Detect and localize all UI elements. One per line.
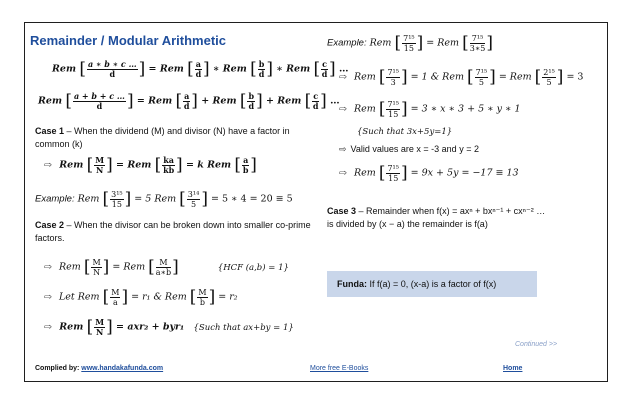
fraction-numerator: M xyxy=(92,257,101,267)
arrow-icon: ⇨ xyxy=(339,103,347,115)
fraction-denominator: 15 xyxy=(111,199,122,209)
coprime-note: {Such that ax+by = 1} xyxy=(193,322,294,333)
case3-paragraph xyxy=(327,205,602,231)
right-step-1: ⇨ Rem [ $\frac{\text{7¹⁵}}{3}$ ] = 1 & Rem [ $\frac{\text{7¹⁵}}{5}$ ] = Rem [ $\frac{\text{2¹⁵}}{5}$ ] = 3 xyxy=(339,67,584,87)
fraction-denominator: d xyxy=(96,100,103,111)
fraction-denominator: d xyxy=(195,68,202,79)
formula-text: = 5 Rem xyxy=(134,193,177,205)
formula-text: = Rem xyxy=(116,159,152,171)
fraction-numerator: 7¹⁵ xyxy=(387,67,399,77)
case3-text: is divided by (x − a) the remainder is f(a) xyxy=(327,219,488,229)
formula-text: = 1 & Rem xyxy=(410,71,464,83)
funda-label: Funda: xyxy=(337,279,367,289)
arrow-icon: ⇨ xyxy=(44,261,52,273)
formula-text: Rem xyxy=(59,321,84,333)
fraction-numerator: M xyxy=(198,287,207,297)
fraction-numerator: 7¹⁵ xyxy=(475,67,488,77)
complied-by xyxy=(35,365,163,372)
fraction-denominator: d xyxy=(312,100,319,111)
fraction-denominator: N xyxy=(96,326,104,337)
formula-text: = 3 ∗ x ∗ 3 + 5 ∗ y ∗ 1 xyxy=(410,103,521,115)
formula-text: = 5 ∗ 4 = 20 ≡ 5 xyxy=(210,193,293,205)
fraction-denominator: 15 xyxy=(403,43,414,53)
formula-text: = Rem xyxy=(426,37,460,49)
right-example: Example: Rem [ $\frac{\text{7¹⁵}}{15}$ ] = Rem [ $\frac{\text{7¹⁵}}{3∗5}$ ] xyxy=(327,33,493,53)
fraction-denominator: 15 xyxy=(388,109,399,119)
right-step-3 xyxy=(339,143,479,156)
case1-heading: Case 1 xyxy=(35,126,65,136)
fraction-denominator: kb xyxy=(163,164,175,175)
website-link[interactable]: www.handakafunda.com xyxy=(81,365,164,372)
funda-box xyxy=(327,271,537,297)
arrow-icon: ⇨ xyxy=(339,71,347,83)
fraction-numerator: a xyxy=(195,58,201,69)
product-formula: Rem [ $\frac{a ∗ b ∗ c \dots}{d}$ ] = Rem [ $\frac{a}{d}$ ] ∗ Rem [ $\frac{b}{d}$ ] ∗ Rem [ $\frac{c}{d}$ ] … xyxy=(52,58,349,79)
case3-text: – Remainder when f(x) = axⁿ + bxⁿ⁻¹ + cxⁿ⁻² … xyxy=(356,206,546,216)
formula-text: = k Rem xyxy=(185,159,232,171)
fraction-denominator: 5 xyxy=(546,77,552,87)
formula-text: ∗ Rem xyxy=(276,63,311,75)
formula-text: Rem xyxy=(369,37,392,49)
fraction-numerator: 7¹⁵ xyxy=(387,99,399,109)
case1-formula: ⇨ Rem [ $\frac{M}{N}$ ] = Rem [ $\frac{ka}{kb}$ ] = k Rem [ $\frac{a}{b}$ ] xyxy=(44,154,257,175)
fraction-numerator: M xyxy=(111,287,120,297)
formula-text: Rem xyxy=(77,193,100,205)
formula-text: = 3 xyxy=(566,71,584,83)
continued-link[interactable]: Continued >> xyxy=(515,341,558,348)
fraction-denominator: a∗b xyxy=(155,267,172,277)
formula-text: Let Rem xyxy=(59,291,100,303)
formula-text: + Rem xyxy=(201,95,237,107)
arrow-icon: ⇨ xyxy=(339,144,347,154)
fraction-denominator: 3 xyxy=(390,77,396,87)
formula-text: = axr₂ + byr₁ xyxy=(116,321,185,333)
home-link[interactable]: Home xyxy=(503,365,523,372)
formula-text: ∗ Rem xyxy=(212,63,247,75)
funda-text: If f(a) = 0, (x-a) is a factor of f(x) xyxy=(367,279,497,289)
sum-formula: Rem [ $\frac{a + b + c \dots}{d}$ ] = Rem [ $\frac{a}{d}$ ] + Rem [ $\frac{b}{d}$ ] + Rem [ $\frac{c}{d}$ ] … xyxy=(38,90,340,111)
fraction-denominator: 5 xyxy=(478,77,484,87)
page-title: Remainder / Modular Arithmetic xyxy=(30,33,226,48)
fraction-denominator: N xyxy=(93,267,101,277)
case2-text: – When the divisor can be broken down into smaller co-prime factors. xyxy=(35,220,311,243)
arrow-icon: ⇨ xyxy=(44,291,52,303)
case2-paragraph xyxy=(35,219,315,245)
fraction-numerator: c xyxy=(313,90,319,101)
fraction-numerator: b xyxy=(258,58,265,69)
fraction-denominator: 5 xyxy=(191,199,197,209)
fraction-numerator: 2¹⁵ xyxy=(543,67,555,77)
fraction-numerator: M xyxy=(95,316,105,327)
case2-formula-3: ⇨ Rem [ $\frac{M}{N}$ ] = axr₂ + byr₁ {Such that ax+by = 1} xyxy=(44,316,294,337)
ebooks-link[interactable]: More free E-Books xyxy=(310,365,369,372)
fraction-numerator: M xyxy=(156,258,171,268)
fraction-numerator: 3¹⁵ xyxy=(111,189,123,199)
case2-formula-2: ⇨ Let Rem [ $\frac{M}{a}$ ] = r₁ & Rem [ $\frac{M}{b}$ ] = r₂ xyxy=(44,287,238,307)
hcf-note: {HCF (a,b) = 1} xyxy=(217,262,289,273)
fraction-denominator: d xyxy=(109,68,116,79)
fraction-numerator: b xyxy=(248,90,255,101)
fraction-denominator: b xyxy=(242,164,249,175)
complied-label: Complied by: xyxy=(35,365,80,372)
case2-formula-1: ⇨ Rem [ $\frac{M}{N}$ ] = Rem [ $\frac{M}{a∗b}$ ] {HCF (a,b) = 1} xyxy=(44,257,289,277)
formula-text: Rem xyxy=(59,261,81,273)
fraction-denominator: N xyxy=(96,164,104,175)
fraction-numerator: 3¹⁴ xyxy=(187,189,200,199)
arrow-icon: ⇨ xyxy=(339,167,347,179)
fraction-numerator: 7¹⁵ xyxy=(470,34,486,44)
fraction-numerator: a ∗ b ∗ c … xyxy=(87,58,137,69)
fraction-denominator: d xyxy=(258,68,265,79)
case1-example: Example: Rem [ $\frac{\text{3¹⁵}}{15}$ ] = 5 Rem [ $\frac{\text{3¹⁴}}{5}$ ] = 5 ∗ 4 = 20 ≡ 5 xyxy=(35,189,293,209)
case1-text: – When the dividend (M) and divisor (N) have a factor in common (k) xyxy=(35,126,290,149)
arrow-icon: ⇨ xyxy=(44,321,52,333)
fraction-denominator: d xyxy=(183,100,190,111)
fraction-numerator: M xyxy=(95,154,105,165)
example-label: Example: xyxy=(35,193,75,205)
formula-text: Rem xyxy=(354,71,376,83)
such-that-note: {Such that 3x+5y=1} xyxy=(357,127,453,137)
formula-text: … xyxy=(330,95,340,107)
fraction-numerator: ka xyxy=(163,154,174,165)
formula-text: = 9x + 5y = −17 ≡ 13 xyxy=(410,167,519,179)
formula-text: Rem xyxy=(59,159,84,171)
right-step-4: ⇨ Rem [ $\frac{\text{7¹⁵}}{15}$ ] = 9x + 5y = −17 ≡ 13 xyxy=(339,163,519,183)
fraction-numerator: 7¹⁵ xyxy=(387,163,399,173)
formula-text: Rem xyxy=(148,95,173,107)
formula-text: = r₂ xyxy=(218,291,238,303)
fraction-denominator: d xyxy=(248,100,255,111)
formula-text: Rem xyxy=(354,103,376,115)
formula-text: + Rem xyxy=(266,95,302,107)
fraction-numerator: 7¹⁵ xyxy=(403,33,415,43)
fraction-denominator: d xyxy=(321,68,328,79)
formula-text: = Rem xyxy=(112,261,146,273)
formula-text: Rem xyxy=(159,63,184,75)
example-label: Example: xyxy=(327,37,367,49)
case2-heading: Case 2 xyxy=(35,220,65,230)
fraction-numerator: a xyxy=(243,154,249,165)
arrow-icon: ⇨ xyxy=(44,159,52,171)
formula-text: = r₁ & Rem xyxy=(131,291,187,303)
fraction-numerator: a + b + c … xyxy=(73,90,125,101)
valid-values-text: Valid values are x = -3 and y = 2 xyxy=(350,144,479,154)
formula-text: Rem xyxy=(52,63,76,75)
right-step-2: ⇨ Rem [ $\frac{\text{7¹⁵}}{15}$ ] = 3 ∗ x ∗ 3 + 5 ∗ y ∗ 1 xyxy=(339,99,521,119)
formula-text: = Rem xyxy=(498,71,532,83)
fraction-numerator: c xyxy=(322,58,327,69)
formula-text: Rem xyxy=(354,167,376,179)
fraction-numerator: a xyxy=(184,90,190,101)
fraction-denominator: b xyxy=(199,297,206,307)
fraction-denominator: 3∗5 xyxy=(469,43,486,53)
fraction-denominator: a xyxy=(112,297,118,307)
formula-text: Rem xyxy=(38,95,62,107)
slide xyxy=(24,22,608,382)
fraction-denominator: 15 xyxy=(388,173,399,183)
case1-paragraph xyxy=(35,125,315,151)
case3-heading: Case 3 xyxy=(327,206,357,216)
formula-text: … xyxy=(338,63,349,75)
